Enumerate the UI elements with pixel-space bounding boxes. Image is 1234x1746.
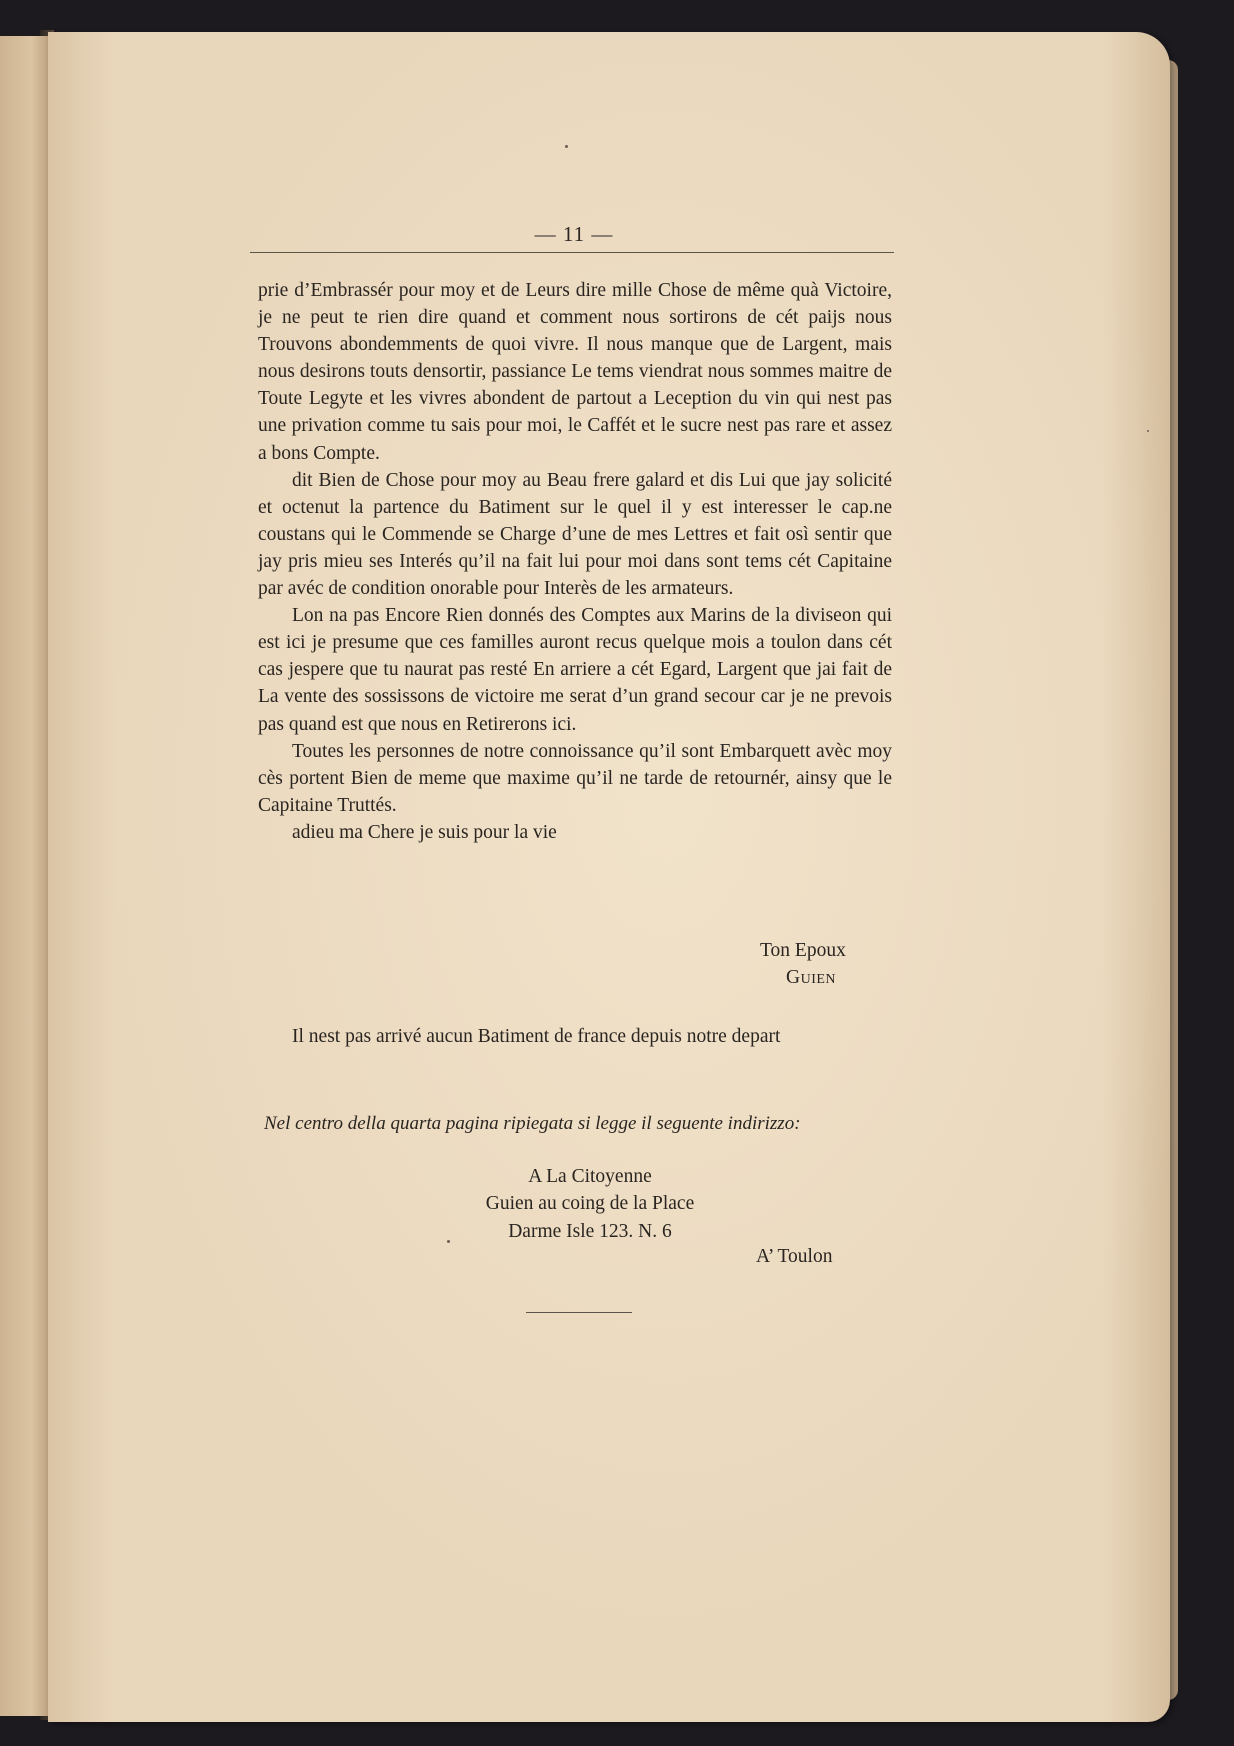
address-line-3: Darme Isle 123. N. 6 bbox=[508, 1220, 672, 1242]
signature-closing: Ton Epoux bbox=[760, 940, 846, 961]
editor-note: Nel centro della quarta pagina ripiegata si legge il seguente indirizzo: bbox=[264, 1113, 801, 1134]
paragraph-1: prie d’Embrassér pour moy et de Leurs dire mille Chose de même quà Victoire, je ne peut te rien dire quand et comment nous sortirons de cét paijs nous Trouvons abondemments de quoi vivre. Il nous manque que de Largent, mais nous desirons touts densortir, passiance Le tems viendrat nous sommes maitre de Toute Legyte et les vivres abondent de partout a Leception du vin qui nest pas une privation comme tu sais pour moi, le Caffét et le sucre nest pas rare et assez a bons Compte. bbox=[258, 280, 892, 464]
paragraph-4: Toutes les personnes de notre connoissance qu’il sont Embarquett avèc moy cès portent Bien de meme que maxime qu’il ne tarde de retournér, ainsy que le Capitaine Truttés. bbox=[258, 740, 892, 816]
paper-speck bbox=[1147, 430, 1149, 432]
address-line-2: Guien au coing de la Place bbox=[485, 1193, 695, 1215]
paper-speck bbox=[565, 145, 568, 148]
left-page-edge bbox=[0, 36, 52, 1716]
paragraph-3: Lon na pas Encore Rien donnés des Comptes aux Marins de la diviseon qui est ici je presume que ces familles auront recus quelque mois a toulon dans cét cas jespere que tu naurat pas resté En arriere a cét Egard, Largent que jai fait de La vente des sossissons de victoire me serat d’un grand secour car je ne prevois pas quand est que nous en Retirerons ici. bbox=[258, 605, 892, 735]
address-block bbox=[380, 1163, 800, 1245]
signature-name: Guien bbox=[786, 967, 837, 988]
paper-speck bbox=[447, 1240, 450, 1243]
address-city: A’ Toulon bbox=[756, 1246, 833, 1267]
farewell-line: adieu ma Chere je suis pour la vie bbox=[292, 821, 557, 843]
header-rule bbox=[250, 252, 894, 253]
address-line-1: A La Citoyenne bbox=[528, 1166, 652, 1187]
end-rule bbox=[526, 1312, 632, 1313]
letter-body bbox=[258, 277, 892, 846]
page-number: — 11 — bbox=[534, 222, 614, 246]
paragraph-2: dit Bien de Chose pour moy au Beau frere galard et dis Lui que jay solicité et octenut la partence du Batiment sur le quel il y est interesser le cap.ne coustans qui le Commende se Charge d’une de mes Lettres et fait osì sentir que jay pris mieu ses Interés qu’il na fait lui pour moi dans sont tems cét Capitaine par avéc de condition onorable pour Interès de les armateurs. bbox=[258, 469, 892, 600]
postscript: Il nest pas arrivé aucun Batiment de france depuis notre depart bbox=[292, 1026, 781, 1047]
page-header bbox=[255, 220, 893, 248]
signature-block bbox=[258, 937, 892, 991]
